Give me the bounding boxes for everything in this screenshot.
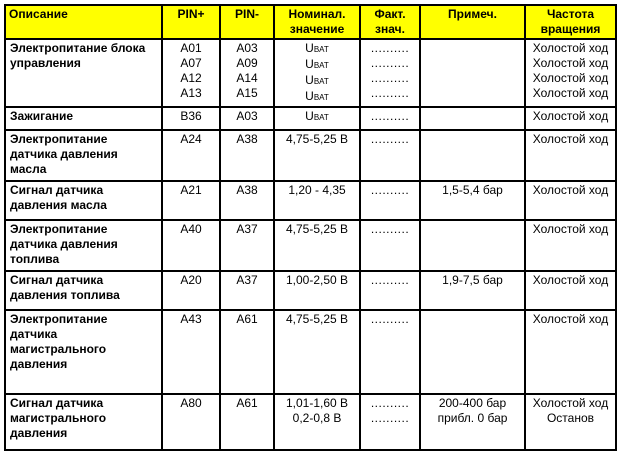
cell-description-line: Электропитание bbox=[10, 222, 108, 236]
cell-nominal bbox=[274, 130, 360, 181]
cell-note-line: 1,5-5,4 бар bbox=[442, 183, 503, 197]
diagnostic-table-sheet bbox=[4, 4, 615, 464]
cell-pin-minus-line: A15 bbox=[236, 86, 258, 100]
cell-actual bbox=[360, 271, 420, 310]
cell-description-line: Сигнал датчика bbox=[10, 273, 104, 287]
cell-actual-line: .......... bbox=[370, 183, 410, 197]
cell-nominal-line: UBAT bbox=[305, 57, 329, 71]
cell-pin-minus bbox=[220, 394, 274, 450]
cell-pin-minus bbox=[220, 39, 274, 107]
cell-speed bbox=[525, 394, 616, 450]
table-row bbox=[5, 39, 616, 107]
cell-speed-line: Холостой ход bbox=[532, 183, 609, 197]
cell-nominal bbox=[274, 107, 360, 130]
cell-pin-plus-line: A80 bbox=[180, 396, 202, 410]
header-actual: Факт. знач. bbox=[360, 5, 420, 39]
cell-pin-plus-line: A43 bbox=[180, 312, 202, 326]
cell-speed bbox=[525, 130, 616, 181]
cell-nominal-line: UBAT bbox=[305, 109, 329, 123]
cell-nominal-line: UBAT bbox=[305, 89, 329, 103]
cell-speed-line: Холостой ход bbox=[532, 222, 609, 236]
cell-pin-minus-line: A03 bbox=[236, 41, 258, 55]
cell-pin-plus-line: A01 bbox=[180, 41, 202, 55]
header-pin-plus: PIN+ bbox=[162, 5, 220, 39]
cell-nominal-line: UBAT bbox=[305, 73, 329, 87]
cell-speed-line: Холостой ход bbox=[532, 56, 609, 70]
cell-description-line: Электропитание блока bbox=[10, 41, 146, 55]
cell-pin-plus-line: B36 bbox=[180, 109, 202, 123]
cell-description bbox=[5, 130, 162, 181]
table-row bbox=[5, 107, 616, 130]
cell-actual bbox=[360, 130, 420, 181]
cell-description-line: датчика давления bbox=[10, 147, 118, 161]
cell-nominal-line: 4,75-5,25 В bbox=[285, 312, 349, 326]
cell-nominal bbox=[274, 310, 360, 394]
cell-note bbox=[420, 310, 525, 394]
cell-actual bbox=[360, 310, 420, 394]
cell-speed-line: Холостой ход bbox=[532, 86, 609, 100]
cell-speed-line: Останов bbox=[546, 411, 595, 425]
cell-actual-line: .......... bbox=[370, 222, 410, 236]
header-pin-minus: PIN- bbox=[220, 5, 274, 39]
cell-note bbox=[420, 130, 525, 181]
ubat-subscript: BAT bbox=[313, 77, 329, 86]
cell-actual bbox=[360, 181, 420, 220]
cell-speed bbox=[525, 107, 616, 130]
cell-nominal-line: 4,75-5,25 В bbox=[285, 132, 349, 146]
header-row bbox=[5, 5, 616, 39]
cell-description-line: Электропитание bbox=[10, 312, 108, 326]
cell-pin-plus-line: A07 bbox=[180, 56, 202, 70]
header-nominal: Номинал. значение bbox=[274, 5, 360, 39]
cell-pin-plus-line: A24 bbox=[180, 132, 202, 146]
cell-actual-line: .......... bbox=[370, 71, 410, 85]
cell-actual-line: .......... bbox=[370, 411, 410, 425]
cell-description bbox=[5, 39, 162, 107]
cell-nominal-line: 4,75-5,25 В bbox=[285, 222, 349, 236]
cell-actual-line: .......... bbox=[370, 312, 410, 326]
cell-actual bbox=[360, 39, 420, 107]
cell-note bbox=[420, 107, 525, 130]
header-description: Описание bbox=[5, 5, 162, 39]
cell-note bbox=[420, 39, 525, 107]
cell-actual bbox=[360, 220, 420, 271]
cell-actual-line: .......... bbox=[370, 41, 410, 55]
cell-pin-plus bbox=[162, 310, 220, 394]
cell-actual-line: .......... bbox=[370, 132, 410, 146]
cell-description-line: давления bbox=[10, 357, 68, 371]
cell-speed-line: Холостой ход bbox=[532, 273, 609, 287]
cell-note-line: 1,9-7,5 бар bbox=[442, 273, 503, 287]
cell-nominal bbox=[274, 271, 360, 310]
cell-description-line: давления bbox=[10, 426, 68, 440]
cell-nominal bbox=[274, 181, 360, 220]
cell-pin-plus bbox=[162, 271, 220, 310]
cell-description-line: Зажигание bbox=[10, 109, 74, 123]
cell-speed-line: Холостой ход bbox=[532, 109, 609, 123]
cell-description-line: Сигнал датчика bbox=[10, 183, 104, 197]
pin-values-table bbox=[4, 4, 617, 451]
table-row bbox=[5, 394, 616, 450]
cell-pin-minus-line: A09 bbox=[236, 56, 258, 70]
header-speed: Частота вращения bbox=[525, 5, 616, 39]
cell-note bbox=[420, 271, 525, 310]
table-body bbox=[5, 39, 616, 450]
cell-description-line: магистрального bbox=[10, 342, 107, 356]
cell-note-line: прибл. 0 бар bbox=[437, 411, 508, 425]
cell-pin-plus bbox=[162, 394, 220, 450]
cell-nominal-line: 1,00-2,50 В bbox=[285, 273, 349, 287]
cell-description bbox=[5, 181, 162, 220]
ubat-subscript: BAT bbox=[313, 93, 329, 102]
cell-pin-plus-line: A13 bbox=[180, 86, 202, 100]
cell-description-line: масла bbox=[10, 162, 47, 176]
cell-pin-minus bbox=[220, 130, 274, 181]
cell-pin-plus bbox=[162, 181, 220, 220]
cell-description-line: датчика давления bbox=[10, 237, 118, 251]
cell-speed-line: Холостой ход bbox=[532, 396, 609, 410]
cell-nominal bbox=[274, 220, 360, 271]
cell-actual-line: .......... bbox=[370, 86, 410, 100]
cell-pin-minus-line: A14 bbox=[236, 71, 258, 85]
cell-pin-minus bbox=[220, 181, 274, 220]
cell-actual bbox=[360, 394, 420, 450]
cell-actual-line: .......... bbox=[370, 396, 410, 410]
table-row bbox=[5, 220, 616, 271]
ubat-subscript: BAT bbox=[313, 61, 329, 70]
cell-pin-plus bbox=[162, 107, 220, 130]
cell-pin-minus bbox=[220, 220, 274, 271]
cell-description-line: Сигнал датчика bbox=[10, 396, 104, 410]
cell-actual bbox=[360, 107, 420, 130]
ubat-subscript: BAT bbox=[313, 113, 329, 122]
table-row bbox=[5, 310, 616, 394]
cell-pin-plus-line: A40 bbox=[180, 222, 202, 236]
cell-note bbox=[420, 220, 525, 271]
cell-pin-minus-line: A37 bbox=[236, 222, 258, 236]
cell-description-line: магистрального bbox=[10, 411, 107, 425]
cell-description bbox=[5, 310, 162, 394]
cell-pin-minus-line: A03 bbox=[236, 109, 258, 123]
cell-pin-minus bbox=[220, 310, 274, 394]
table-row bbox=[5, 181, 616, 220]
cell-pin-plus-line: A12 bbox=[180, 71, 202, 85]
cell-speed bbox=[525, 181, 616, 220]
cell-pin-minus-line: A38 bbox=[236, 183, 258, 197]
cell-speed-line: Холостой ход bbox=[532, 312, 609, 326]
cell-description-line: топлива bbox=[10, 252, 60, 266]
cell-description bbox=[5, 271, 162, 310]
cell-pin-plus bbox=[162, 130, 220, 181]
cell-nominal bbox=[274, 39, 360, 107]
ubat-subscript: BAT bbox=[313, 45, 329, 54]
cell-description-line: управления bbox=[10, 56, 81, 70]
cell-note bbox=[420, 394, 525, 450]
cell-actual-line: .......... bbox=[370, 109, 410, 123]
cell-nominal-line: 1,20 - 4,35 bbox=[288, 183, 346, 197]
cell-nominal-line: UBAT bbox=[305, 41, 329, 55]
cell-pin-plus-line: A20 bbox=[180, 273, 202, 287]
table-row bbox=[5, 130, 616, 181]
cell-description-line: давления топлива bbox=[10, 288, 120, 302]
cell-description bbox=[5, 220, 162, 271]
cell-pin-plus bbox=[162, 220, 220, 271]
cell-pin-minus-line: A61 bbox=[236, 396, 258, 410]
cell-pin-minus bbox=[220, 271, 274, 310]
cell-speed-line: Холостой ход bbox=[532, 41, 609, 55]
cell-description-line: давления масла bbox=[10, 198, 107, 212]
cell-actual-line: .......... bbox=[370, 56, 410, 70]
cell-speed-line: Холостой ход bbox=[532, 132, 609, 146]
cell-pin-minus-line: A37 bbox=[236, 273, 258, 287]
cell-note bbox=[420, 181, 525, 220]
cell-description-line: Электропитание bbox=[10, 132, 108, 146]
cell-speed bbox=[525, 310, 616, 394]
cell-speed bbox=[525, 220, 616, 271]
cell-actual-line: .......... bbox=[370, 273, 410, 287]
table-row bbox=[5, 271, 616, 310]
header-note: Примеч. bbox=[420, 5, 525, 39]
cell-description-line: датчика bbox=[10, 327, 58, 341]
cell-description bbox=[5, 394, 162, 450]
cell-nominal-line: 0,2-0,8 В bbox=[292, 411, 342, 425]
cell-pin-plus bbox=[162, 39, 220, 107]
cell-nominal-line: 1,01-1,60 В bbox=[285, 396, 349, 410]
cell-pin-minus bbox=[220, 107, 274, 130]
cell-pin-plus-line: A21 bbox=[180, 183, 202, 197]
cell-description bbox=[5, 107, 162, 130]
cell-speed-line: Холостой ход bbox=[532, 71, 609, 85]
cell-speed bbox=[525, 39, 616, 107]
cell-note-line: 200-400 бар bbox=[438, 396, 507, 410]
cell-pin-minus-line: A38 bbox=[236, 132, 258, 146]
cell-speed bbox=[525, 271, 616, 310]
cell-nominal bbox=[274, 394, 360, 450]
cell-pin-minus-line: A61 bbox=[236, 312, 258, 326]
